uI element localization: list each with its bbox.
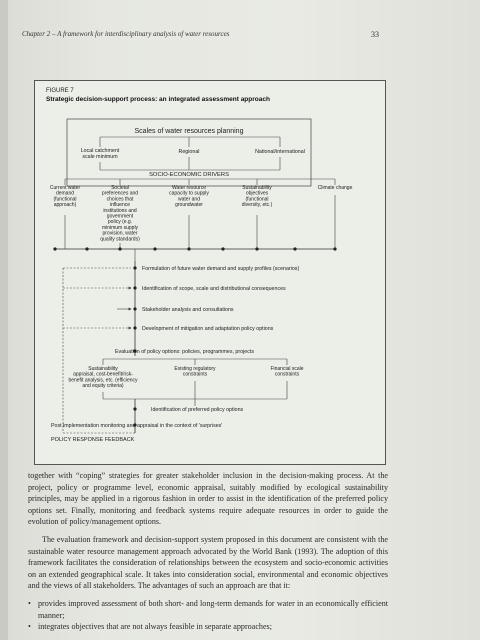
process-steps <box>63 261 299 356</box>
driver-resource-capacity: Water resource capacity to supply water and groundwater <box>169 185 209 209</box>
driver-current-demand: Current water demand (functional approach) <box>49 185 81 209</box>
driver-societal-preferences: Societal preferences and choices that influence institutions and government policy (e.g. minimum supply provision, water quality standards) <box>100 185 140 243</box>
step-identification-scope: Identification of scope, scale and distributional consequences <box>142 286 286 292</box>
scale-national: National/international <box>255 149 305 155</box>
identification-preferred: Identification of preferred policy options <box>151 407 244 413</box>
figure-label: FIGURE 7 <box>46 88 74 94</box>
driver-sustainability: Sustainability objectives (functional diversity, etc.) <box>241 185 273 209</box>
post-implementation: Post implementation monitoring and appraisal in the context of 'surprises' <box>51 423 223 429</box>
book-page <box>8 0 480 640</box>
scales-title: Scales of water resources planning <box>134 128 244 135</box>
policy-feedback-label: POLICY RESPONSE FEEDBACK <box>51 437 135 443</box>
evaluation-inputs <box>68 359 303 406</box>
paragraph-1: together with “coping” strategies for greater stakeholder inclusion in the decision-making process. At the project, policy or programme level, economic appraisal, suitably modified by ecological sustainability principles, may be applied in a rigorous fashion in order to assist in the identification of the preferred policy options set. Finally, monitoring and feedback systems require adequate resources in order to guide the evolution of policy/management options. <box>28 471 388 527</box>
body-text <box>28 470 388 633</box>
step-development: Development of mitigation and adaptation policy options <box>142 326 274 332</box>
scale-local: Local catchment scale minimum <box>80 148 120 160</box>
figure-title: Strategic decision-support process: an integrated assessment approach <box>46 96 270 103</box>
scales-box <box>65 119 335 186</box>
step-formulation: Formulation of future water demand and supply profiles (scenarios) <box>142 266 300 272</box>
step-stakeholder: Stakeholder analysis and consultations <box>142 307 234 313</box>
input-financial: Financial scale constraints <box>270 366 304 378</box>
post-steps <box>51 268 244 443</box>
page-number: 33 <box>371 30 379 39</box>
input-sustainability-appraisal: Sustainability appraisal, cost-benefit/risk-benefit analysis, etc. (efficiency and equity criteria) <box>68 366 138 390</box>
figure-7 <box>34 80 386 465</box>
running-header: Chapter 2 – A framework for interdisciplinary analysis of water resources <box>22 30 230 38</box>
bullet-1: • provides improved assessment of both short- and long-term demands for water in an economically efficient manner; <box>28 598 388 621</box>
drivers <box>50 179 353 242</box>
input-regulatory: Existing regulatory constraints <box>174 366 216 378</box>
scale-regional: Regional <box>178 149 200 155</box>
drivers-title: SOCIO-ECONOMIC DRIVERS <box>149 172 229 178</box>
step-evaluation: Evaluation of policy options: policies, programmes, projects <box>115 349 254 355</box>
bullet-2: • integrates objectives that are not always feasible in separate approaches; <box>28 621 388 633</box>
paragraph-2: The evaluation framework and decision-support system proposed in this document are consistent with the sustainable water resource management approach advocated by the World Bank (1993). The adoption of this framework facilitates the consideration of relationships between the ecosystem and socio-economic activities on an extended geographical scale. It takes into consideration social, environmental and economic objectives and the views of all stakeholders. The advantages of such an approach are that it: <box>28 534 388 591</box>
driver-climate-change: Climate change <box>317 185 353 191</box>
